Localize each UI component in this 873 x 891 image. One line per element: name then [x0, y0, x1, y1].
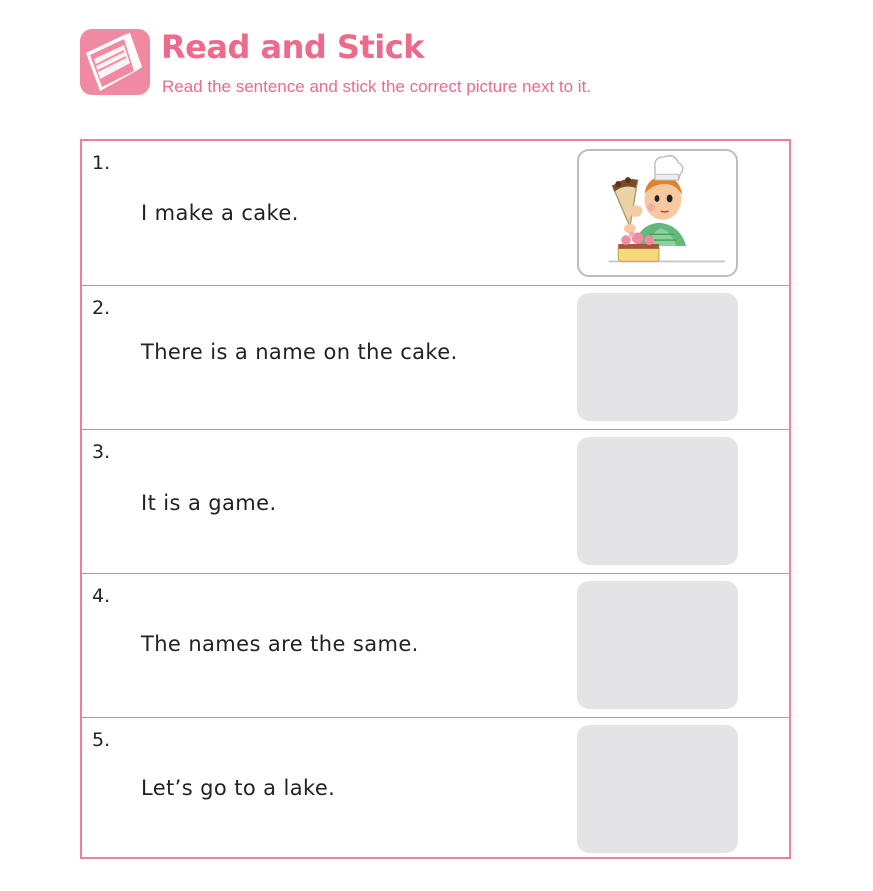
worksheet-table [80, 139, 791, 859]
sticker-slot-empty[interactable] [577, 581, 738, 709]
sticker-slot-empty[interactable] [577, 437, 738, 565]
row-sentence: Let’s go to a lake. [141, 776, 336, 800]
worksheet-row-5 [82, 717, 789, 861]
baker-making-cake-picture [579, 151, 736, 275]
row-sentence: The names are the same. [141, 632, 419, 656]
row-sentence: There is a name on the cake. [141, 340, 458, 364]
worksheet-row-2 [82, 285, 789, 429]
book-icon [80, 29, 150, 95]
row-number: 1. [92, 152, 111, 174]
row-sentence: I make a cake. [141, 201, 299, 225]
page-title: Read and Stick [161, 28, 424, 66]
row-number: 5. [92, 729, 111, 751]
row-number: 4. [92, 585, 111, 607]
worksheet-row-3 [82, 429, 789, 573]
sticker-slot-empty[interactable] [577, 293, 738, 421]
sticker-slot-empty[interactable] [577, 725, 738, 853]
sticker-slot-filled[interactable] [577, 149, 738, 277]
worksheet-row-1 [82, 141, 789, 285]
row-number: 2. [92, 297, 111, 319]
page-instructions: Read the sentence and stick the correct picture next to it. [162, 77, 592, 96]
row-number: 3. [92, 441, 111, 463]
row-sentence: It is a game. [141, 491, 277, 515]
worksheet-row-4 [82, 573, 789, 717]
